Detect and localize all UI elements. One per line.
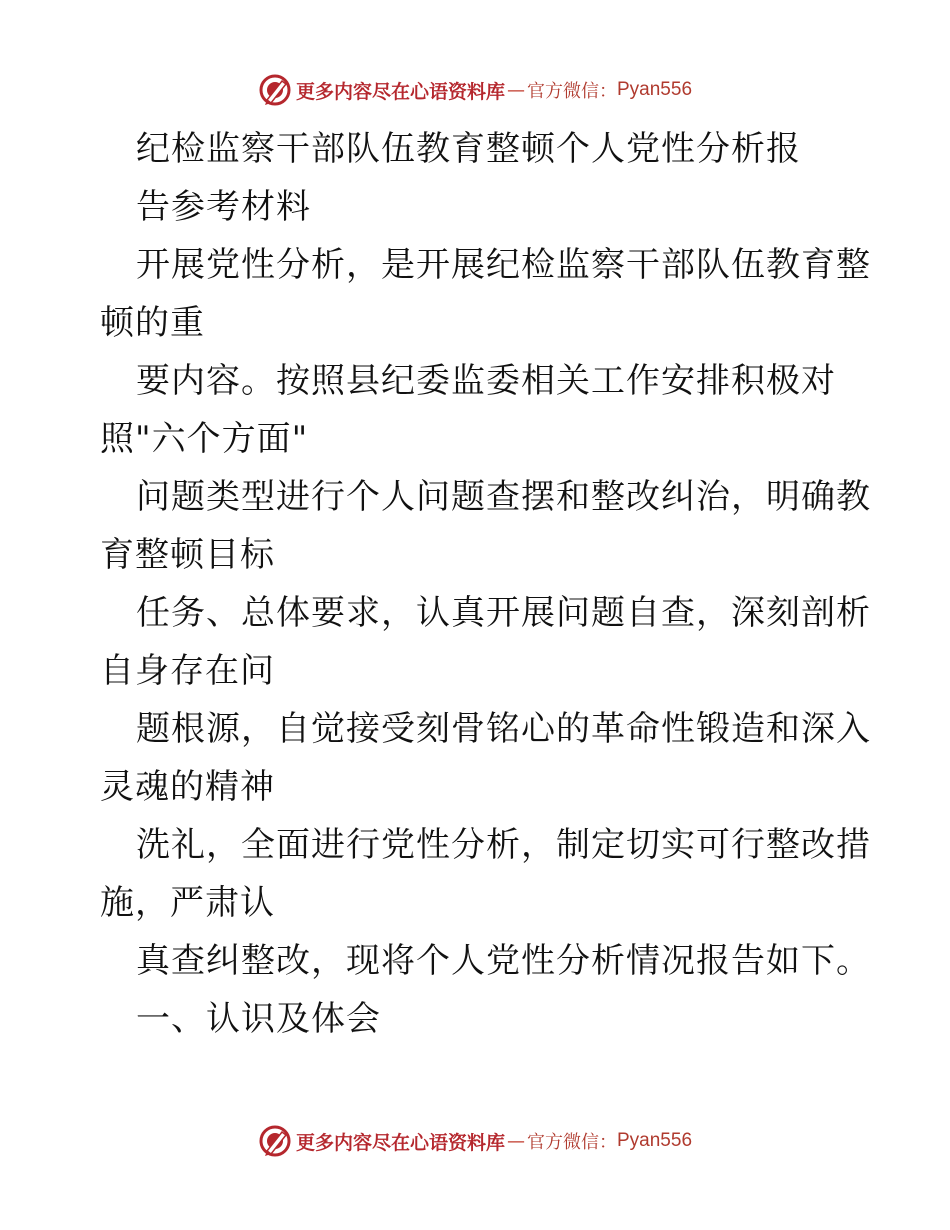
doc-title-line-1: 纪检监察干部队伍教育整顿个人党性分析报 (136, 129, 801, 169)
paragraph-line: 真查纠整改，现将个人党性分析情况报告如下。 (136, 941, 871, 981)
paragraph-line: 题根源，自觉接受刻骨铭心的革命性锻造和深入 (136, 709, 871, 749)
footer-banner (0, 1121, 950, 1161)
paragraph-line: 要内容。按照县纪委监委相关工作安排积极对 (136, 361, 836, 401)
pen-logo-icon (258, 1124, 292, 1158)
banner-wechat-label: 官方微信： (527, 81, 617, 102)
pen-logo-icon (258, 73, 292, 107)
paragraph-line: 洗礼，全面进行党性分析，制定切实可行整改措 (136, 825, 871, 865)
paragraph-line: 自身存在问 (100, 651, 275, 691)
footer-wechat-label: 官方微信： (527, 1132, 617, 1153)
header-banner (0, 70, 950, 110)
banner-separator: — (507, 79, 525, 101)
section-heading: 一、认识及体会 (136, 999, 381, 1039)
banner-brand: 更多内容尽在心语资料库 (295, 80, 505, 103)
paragraph-line: 施，严肃认 (100, 883, 275, 923)
paragraph-line: 育整顿目标 (100, 535, 275, 575)
paragraph-line: 任务、总体要求，认真开展问题自查，深刻剖析 (136, 593, 871, 633)
paragraph-line: 照"六个方面" (100, 419, 309, 459)
doc-title-line-2: 告参考材料 (136, 187, 311, 227)
footer-account: Pyan556 (617, 1130, 693, 1151)
banner-account: Pyan556 (617, 79, 693, 100)
paragraph-line: 问题类型进行个人问题查摆和整改纠治，明确教 (136, 477, 871, 517)
footer-brand: 更多内容尽在心语资料库 (295, 1131, 505, 1154)
paragraph-line: 开展党性分析，是开展纪检监察干部队伍教育整 (136, 245, 871, 285)
paragraph-line: 顿的重 (100, 303, 205, 343)
footer-separator: — (507, 1130, 525, 1152)
paragraph-line: 灵魂的精神 (100, 767, 275, 807)
